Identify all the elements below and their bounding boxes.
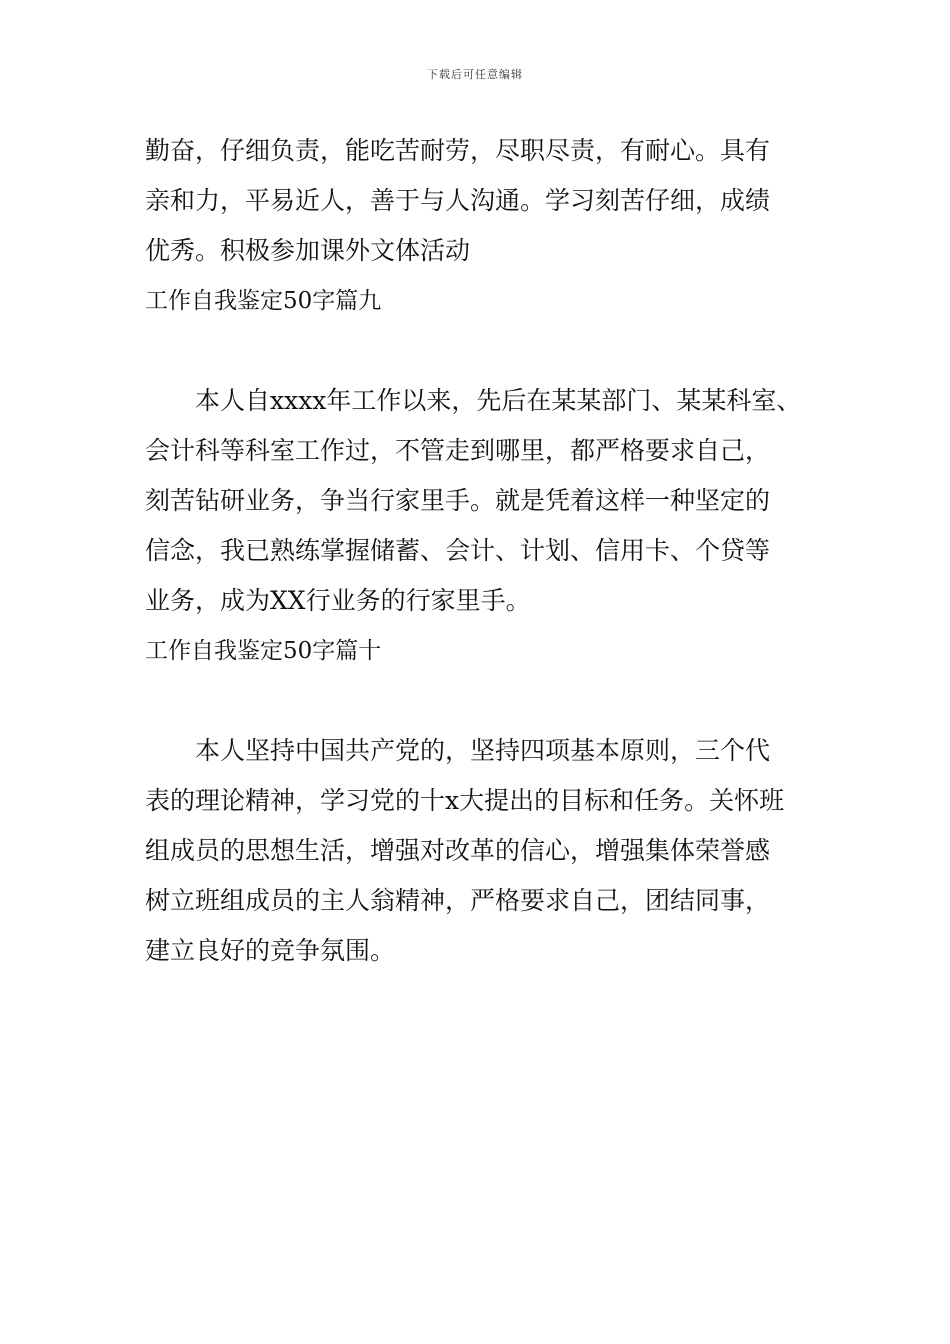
- paragraph-section-10: [145, 726, 813, 976]
- text-line: 树立班组成员的主人翁精神，严格要求自己，团结同事，: [145, 886, 771, 915]
- text-line: 刻苦钻研业务，争当行家里手。就是凭着这样一种坚定的: [145, 486, 771, 515]
- text-line: 本人自xxxx年工作以来，先后在某某部门、某某科室、: [195, 386, 802, 415]
- text-line: 信念，我已熟练掌握储蓄、会计、计划、信用卡、个贷等: [145, 536, 771, 565]
- text-line: 业务，成为XX行业务的行家里手。: [145, 586, 531, 615]
- paragraph-intro: [145, 126, 813, 276]
- text-line: 优秀。积极参加课外文体活动: [145, 236, 471, 265]
- document-body: [145, 126, 813, 976]
- section-heading-9: 工作自我鉴定50字篇九: [145, 288, 382, 314]
- text-line: 会计科等科室工作过，不管走到哪里，都严格要求自己，: [145, 436, 771, 465]
- text-line: 勤奋，仔细负责，能吃苦耐劳，尽职尽责，有耐心。具有: [145, 136, 771, 165]
- paragraph-section-9: [145, 376, 813, 626]
- text-line: 表的理论精神，学习党的十x大提出的目标和任务。关怀班: [145, 786, 785, 815]
- text-line: 亲和力，平易近人，善于与人沟通。学习刻苦仔细，成绩: [145, 186, 771, 215]
- header-note: 下载后可任意编辑: [427, 68, 523, 81]
- text-line: 本人坚持中国共产党的，坚持四项基本原则，三个代: [195, 736, 771, 765]
- text-line: 建立良好的竞争氛围。: [145, 936, 396, 965]
- section-heading-10: 工作自我鉴定50字篇十: [145, 638, 382, 664]
- text-line: 组成员的思想生活，增强对改革的信心，增强集体荣誉感: [145, 836, 771, 865]
